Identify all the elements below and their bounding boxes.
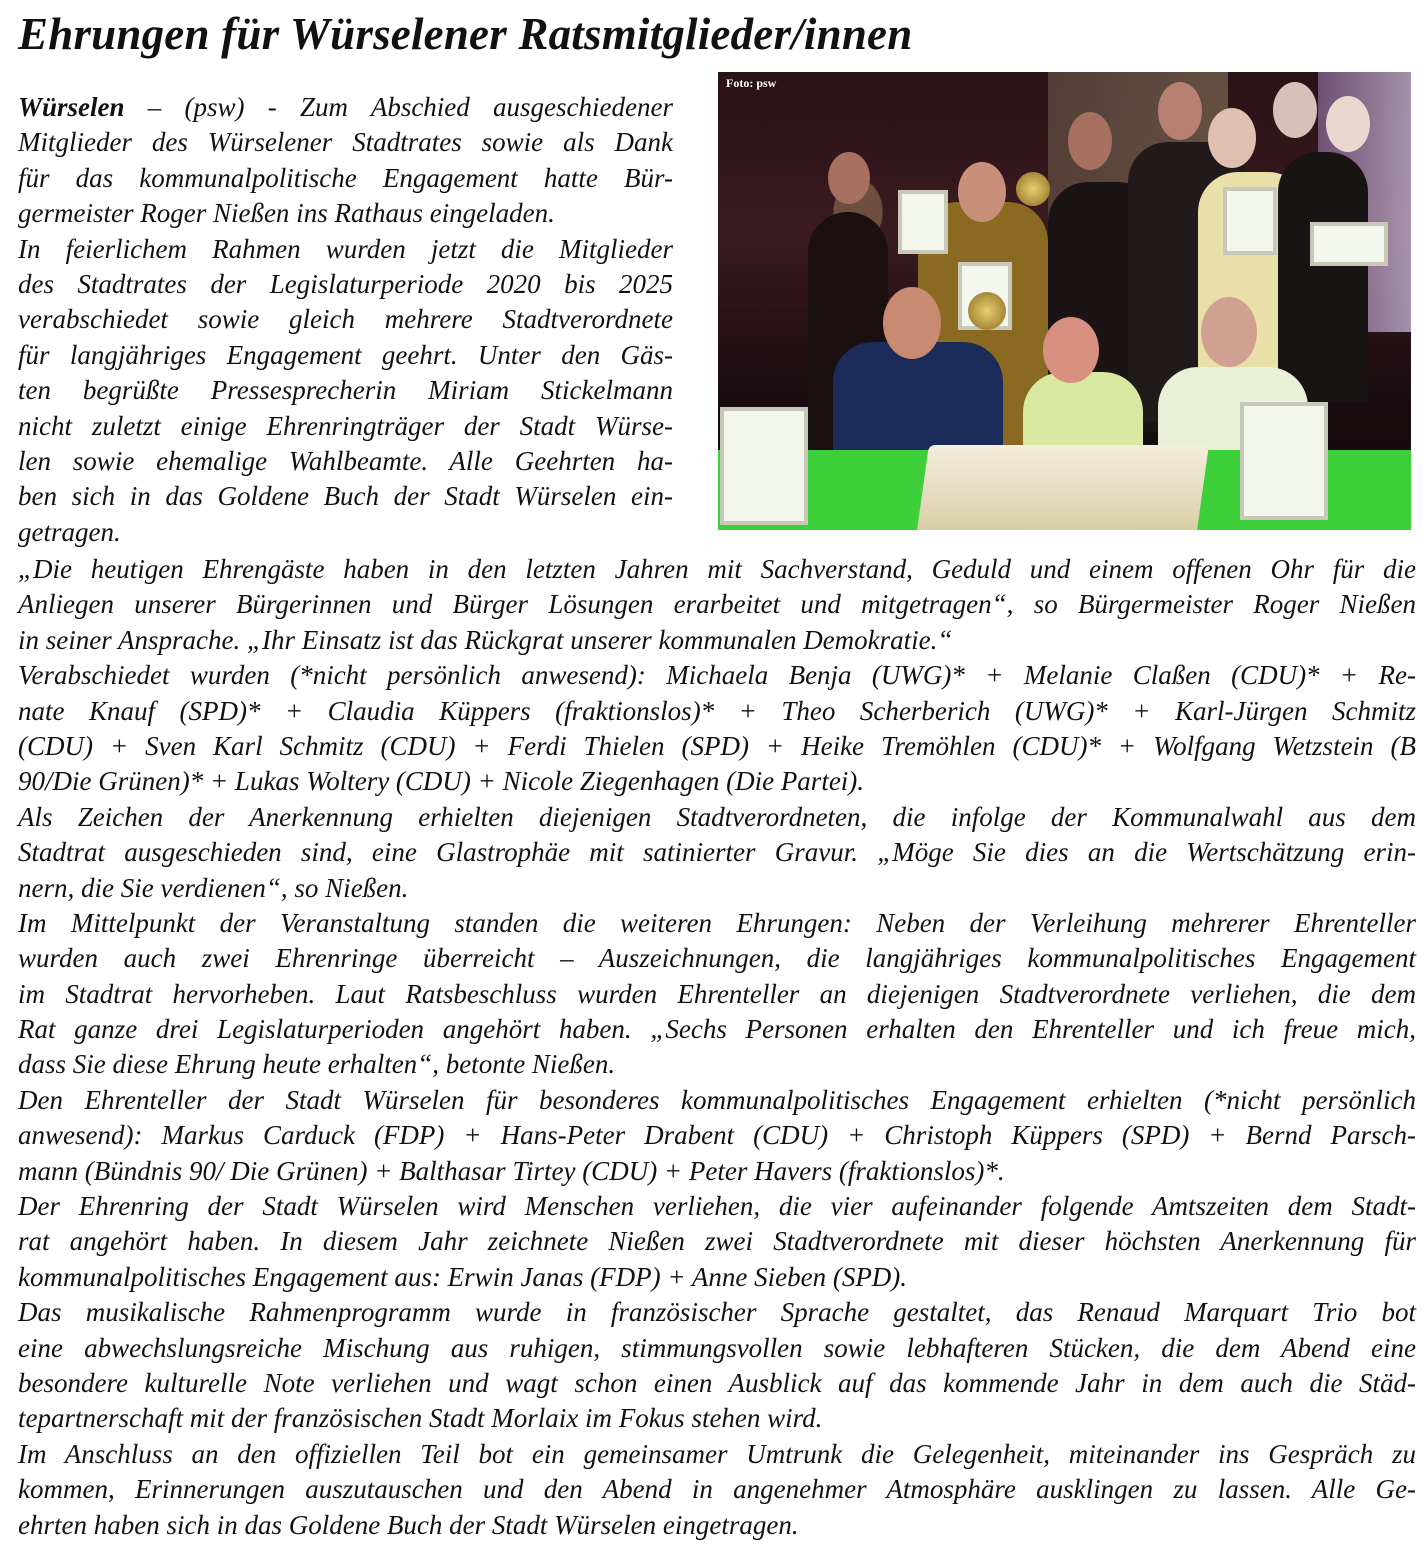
line-text: Im Anschluss an den offiziellen Teil bot ein gemeinsamer Umtrunk die Gelegenheit, miteinander ins Gespräch zu bbox=[18, 1438, 1416, 1469]
text-line bbox=[18, 871, 1416, 906]
line-text: „Die heutigen Ehrengäste haben in den letzten Jahren mit Sachverstand, Geduld und einem offenen Ohr für die bbox=[18, 554, 1416, 584]
text-line bbox=[18, 1295, 1416, 1330]
text-line bbox=[18, 1189, 1416, 1224]
text-line bbox=[18, 1224, 1416, 1259]
person bbox=[1278, 152, 1368, 402]
text-line bbox=[18, 409, 673, 444]
paragraph bbox=[18, 90, 673, 232]
text-line bbox=[18, 161, 673, 196]
paragraph bbox=[18, 1295, 1416, 1437]
plaque-certificate bbox=[1223, 187, 1277, 255]
text-line bbox=[18, 515, 673, 550]
line-text: ben sich in das Goldene Buch der Stadt Würselen ein- bbox=[18, 481, 673, 512]
text-line bbox=[18, 1260, 1416, 1295]
text-line bbox=[18, 1047, 1416, 1082]
text-line bbox=[18, 373, 673, 408]
line-text: anwesend): Markus Carduck (FDP) + Hans-Peter Drabent (CDU) + Christoph Küppers (SPD) + Bernd Parsch- bbox=[18, 1120, 1416, 1151]
text-line bbox=[18, 1437, 1416, 1472]
golden-book bbox=[917, 445, 1209, 530]
person-head bbox=[1201, 297, 1257, 367]
line-text: Mitglieder des Würselener Stadtrates sowie als Dank bbox=[18, 127, 673, 158]
text-line bbox=[18, 729, 1416, 764]
intro-column bbox=[18, 90, 673, 550]
line-text: kommen, Erinnerungen auszutauschen und den Abend in angenehmer Atmosphäre ausklingen zu lassen. Alle Ge- bbox=[18, 1474, 1416, 1505]
text-line bbox=[18, 623, 1416, 658]
line-text: Rat ganze drei Legislaturperioden angehört haben. „Sechs Personen erhalten den Ehrenteller und ich freue mich, bbox=[18, 1014, 1416, 1045]
line-text: In feierlichem Rahmen wurden jetzt die Mitglieder bbox=[18, 233, 673, 264]
line-text: besondere kulturelle Note verliehen und wagt schon einen Ausblick auf das kommende Jahr in dem auch die Städ- bbox=[18, 1367, 1416, 1398]
line-text: Als Zeichen der Anerkennung erhielten diejenigen Stadtverordneten, die infolge der Kommunalwahl aus dem bbox=[18, 801, 1416, 832]
line-text: eine abwechslungsreiche Mischung aus ruhigen, stimmungsvollen sowie lebhafteren Stücken, die dem Abend eine bbox=[18, 1332, 1416, 1363]
line-text: len sowie ehemalige Wahlbeamte. Alle Geehrten ha- bbox=[18, 445, 673, 476]
person-head bbox=[1326, 96, 1370, 152]
line-text: nicht zuletzt einige Ehrenringträger der Stadt Würse- bbox=[18, 410, 673, 441]
paragraph bbox=[18, 658, 1416, 800]
text-line bbox=[18, 658, 1416, 693]
paragraph bbox=[18, 800, 1416, 906]
text-line bbox=[18, 267, 673, 302]
text-line bbox=[18, 694, 1416, 729]
paragraph bbox=[18, 552, 1416, 658]
text-line bbox=[18, 1472, 1416, 1507]
line-text: 90/Die Grünen)* + Lukas Woltery (CDU) + Nicole Ziegenhagen (Die Partei). bbox=[18, 766, 865, 797]
text-line bbox=[18, 1366, 1416, 1401]
paragraph bbox=[18, 1189, 1416, 1295]
line-text: Anliegen unserer Bürgerinnen und Bürger Lösungen erarbeitet und mitgetragen“, so Bürgermeister Roger Nießen bbox=[18, 589, 1416, 620]
line-text: im Stadtrat hervorheben. Laut Ratsbeschluss wurden Ehrenteller an diejenigen Stadtverordnete verliehen, die dem bbox=[18, 978, 1416, 1009]
article-body bbox=[18, 552, 1416, 1543]
person-head bbox=[1158, 82, 1202, 140]
line-text: – (psw) - Zum Abschied ausgeschiedener bbox=[124, 92, 673, 122]
paragraph bbox=[18, 1437, 1416, 1543]
text-line bbox=[18, 338, 673, 373]
line-text: kommunalpolitisches Engagement aus: Erwin Janas (FDP) + Anne Sieben (SPD). bbox=[18, 1261, 908, 1292]
line-text: germeister Roger Nießen ins Rathaus eingeladen. bbox=[18, 198, 555, 229]
paragraph bbox=[18, 1083, 1416, 1189]
plaque-certificate bbox=[1310, 222, 1388, 266]
line-text: ehrten haben sich in das Goldene Buch der Stadt Würselen eingetragen. bbox=[18, 1509, 799, 1540]
line-text: Der Ehrenring der Stadt Würselen wird Menschen verliehen, die vier aufeinander folgende Amtszeiten dem Stadt- bbox=[18, 1191, 1416, 1222]
line-text: Das musikalische Rahmenprogramm wurde in französischer Sprache gestaltet, das Renaud Marquart Trio bot bbox=[18, 1297, 1416, 1328]
text-line bbox=[18, 1331, 1416, 1366]
text-line bbox=[18, 1401, 1416, 1436]
dateline: Würselen bbox=[18, 92, 125, 122]
line-text: des Stadtrates der Legislaturperiode 2020 bis 2025 bbox=[18, 268, 673, 299]
ehrenring-certificate bbox=[1240, 402, 1328, 520]
article-title: Ehrungen für Würselener Ratsmitglieder/innen bbox=[18, 9, 913, 59]
line-text: tepartnerschaft mit der französischen Stadt Morlaix im Fokus stehen wird. bbox=[18, 1403, 823, 1434]
text-line bbox=[18, 1154, 1416, 1189]
person-head bbox=[1208, 108, 1256, 168]
line-text: für das kommunalpolitische Engagement hatte Bür- bbox=[18, 162, 673, 193]
line-text: mann (Bündnis 90/ Die Grünen) + Balthasar Tirtey (CDU) + Peter Havers (fraktionslos)*. bbox=[18, 1155, 1005, 1186]
person-head bbox=[1273, 82, 1317, 138]
honor-plate bbox=[968, 292, 1006, 330]
person-head bbox=[1068, 112, 1112, 170]
text-line bbox=[18, 196, 673, 231]
person-head bbox=[828, 152, 870, 204]
honor-plate bbox=[1016, 172, 1050, 206]
text-line bbox=[18, 1118, 1416, 1153]
plaque-certificate bbox=[898, 190, 948, 254]
line-text: nern, die Sie verdienen“, so Nießen. bbox=[18, 872, 409, 903]
line-text: Im Mittelpunkt der Veranstaltung standen die weiteren Ehrungen: Neben der Verleihung mehrerer Ehrenteller bbox=[18, 907, 1416, 938]
line-text: verabschiedet sowie gleich mehrere Stadtverordnete bbox=[18, 304, 673, 335]
text-line bbox=[18, 977, 1416, 1012]
text-line bbox=[18, 800, 1416, 835]
line-text: getragen. bbox=[18, 516, 121, 547]
text-line bbox=[18, 232, 673, 267]
paragraph bbox=[18, 906, 1416, 1083]
line-text: Verabschiedet wurden (*nicht persönlich anwesend): Michaela Benja (UWG)* + Melanie Claßen (CDU)* + Re- bbox=[18, 660, 1416, 691]
text-line bbox=[18, 764, 1416, 799]
line-text: in seiner Ansprache. „Ihr Einsatz ist das Rückgrat unserer kommunalen Demokratie.“ bbox=[18, 624, 953, 655]
line-text: Den Ehrenteller der Stadt Würselen für besonderes kommunalpolitisches Engagement erhielten (*nicht persönlich bbox=[18, 1084, 1416, 1115]
text-line bbox=[18, 835, 1416, 870]
text-line bbox=[18, 302, 673, 337]
person-head bbox=[958, 162, 1006, 222]
text-line bbox=[18, 1508, 1416, 1543]
line-text: nate Knauf (SPD)* + Claudia Küppers (fraktionslos)* + Theo Scherberich (UWG)* + Karl-Jürgen Schmitz bbox=[18, 695, 1416, 726]
photo-credit: Foto: psw bbox=[726, 76, 777, 90]
line-text: rat angehört haben. In diesem Jahr zeichnete Nießen zwei Stadtverordnete mit dieser höchsten Anerkennung für bbox=[18, 1226, 1416, 1257]
line-text: dass Sie diese Ehrung heute erhalten“, betonte Nießen. bbox=[18, 1049, 616, 1080]
mayor-head bbox=[883, 287, 941, 359]
text-line bbox=[18, 587, 1416, 622]
text-line bbox=[18, 444, 673, 479]
text-line bbox=[18, 479, 673, 514]
text-line bbox=[18, 552, 1416, 587]
paragraph bbox=[18, 232, 673, 551]
person-head bbox=[1043, 317, 1099, 383]
ehrenring-certificate bbox=[720, 407, 808, 525]
text-line bbox=[18, 906, 1416, 941]
text-line bbox=[18, 125, 673, 160]
line-text: für langjähriges Engagement geehrt. Unter den Gäs- bbox=[18, 339, 673, 370]
line-text: ten begrüßte Pressesprecherin Miriam Stickelmann bbox=[18, 375, 673, 406]
text-line bbox=[18, 90, 673, 125]
article-photo bbox=[718, 72, 1411, 530]
text-line bbox=[18, 1083, 1416, 1118]
text-line bbox=[18, 941, 1416, 976]
line-text: Stadtrat ausgeschieden sind, eine Glastrophäe mit satinierter Gravur. „Möge Sie dies an die Wertschätzung erin- bbox=[18, 837, 1416, 868]
text-line bbox=[18, 1012, 1416, 1047]
line-text: (CDU) + Sven Karl Schmitz (CDU) + Ferdi Thielen (SPD) + Heike Tremöhlen (CDU)* + Wolfgang Wetzstein (B bbox=[18, 730, 1416, 761]
line-text: wurden auch zwei Ehrenringe überreicht – Auszeichnungen, die langjähriges kommunalpolitisches Engagement bbox=[18, 943, 1416, 974]
